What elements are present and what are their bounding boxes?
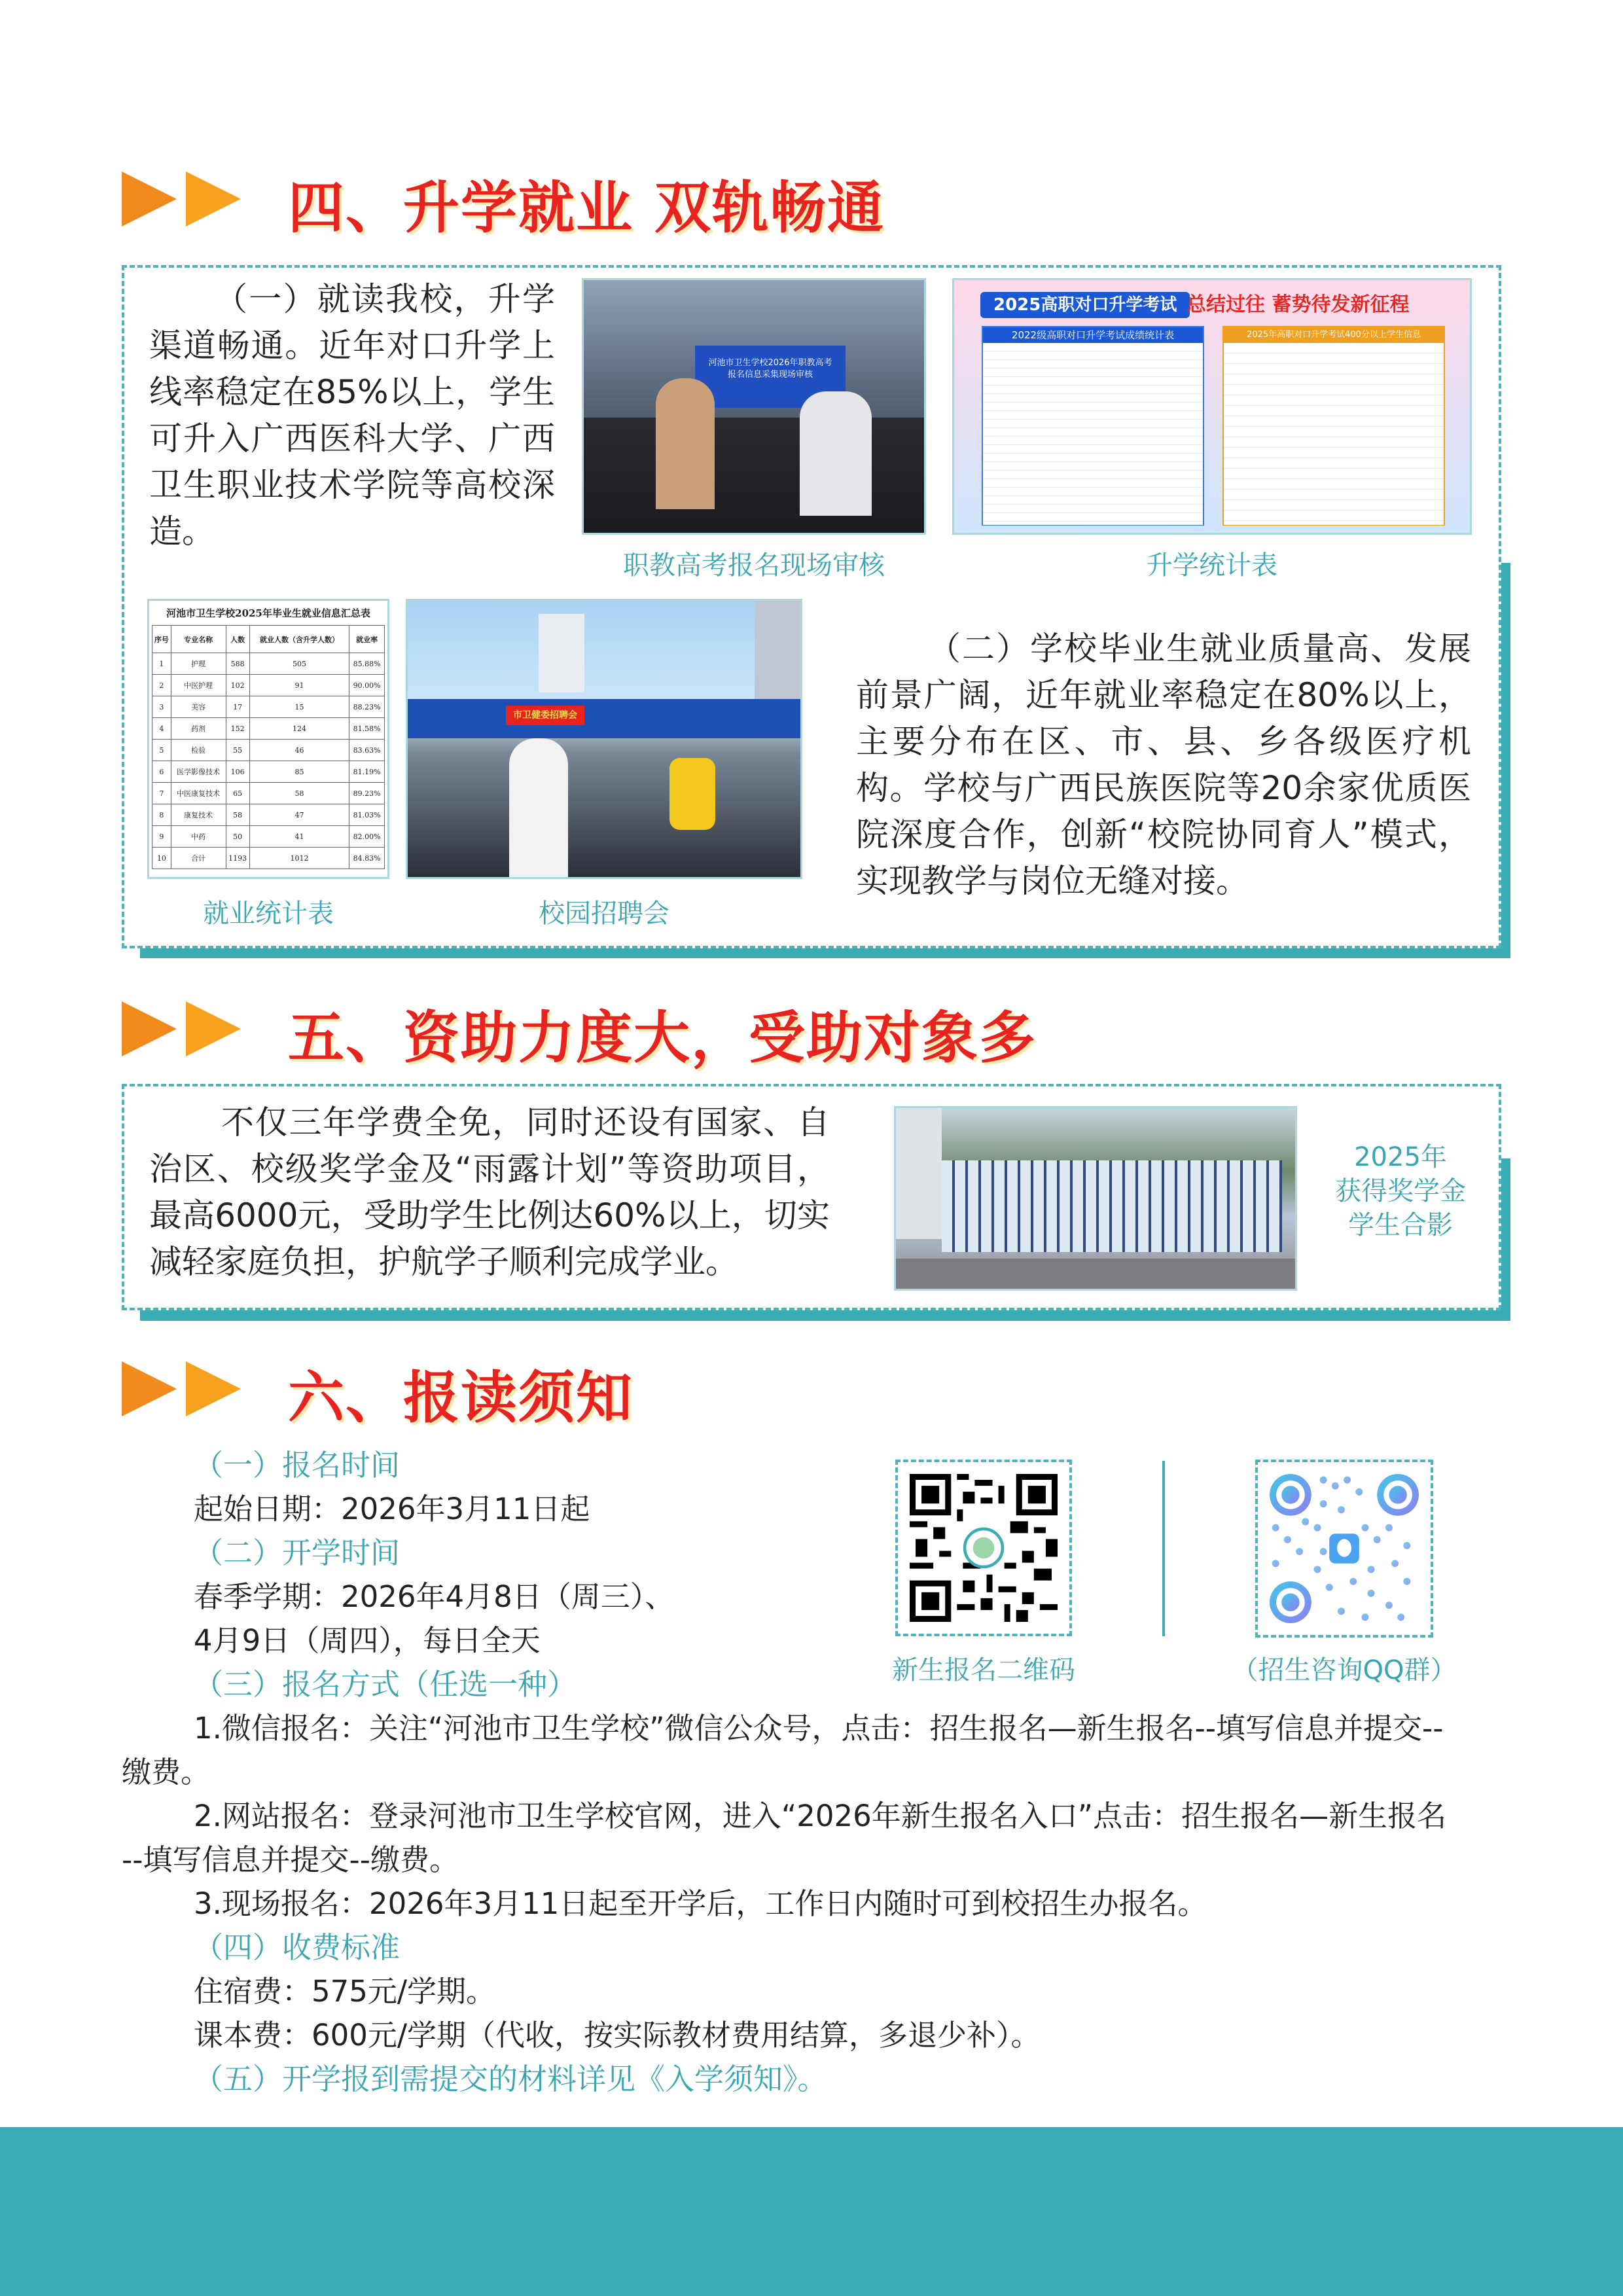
arrow-icon <box>122 1361 177 1416</box>
table-row <box>152 696 385 718</box>
materials-note: （五）开学报到需提交的材料详见《入学须知》。 <box>194 2062 827 2096</box>
table-cell: 4 <box>152 718 171 740</box>
poster-banner: 2025高职对口升学考试 <box>980 292 1190 318</box>
table-row <box>152 783 385 804</box>
fee-textbook: 课本费：600元/学期（代收，按实际教材费用结算，多退少补）。 <box>194 2018 1041 2053</box>
section5-title: 五、资助力度大，受助对象多 <box>288 1005 1037 1071</box>
table-cell: 5 <box>152 740 171 761</box>
section4-para2: （二）学校毕业生就业质量高、发展前景广阔，近年就业率稳定在80%以上，主要分布在区、市、县、乡各级医疗机构。学校与广西民族医院等20余家优质医院深度合作，创新“校院协同育人”模式，实现教学与岗位无缝对接。 <box>856 630 1471 900</box>
table-cell: 82.00% <box>349 826 385 848</box>
qq-group-qr-code[interactable] <box>1255 1460 1433 1638</box>
table-cell: 8 <box>152 804 171 826</box>
method-website-cont: --填写信息并提交--缴费。 <box>122 1842 459 1877</box>
table-row <box>152 761 385 783</box>
table-cell: 91 <box>249 675 349 696</box>
registration-time-heading: （一）报名时间 <box>194 1448 401 1482</box>
qq-group-qr-caption: （招生咨询QQ群） <box>1232 1655 1457 1685</box>
table-cell: 美容 <box>171 696 226 718</box>
table-row <box>152 718 385 740</box>
poster-left-table: 2022级高职对口升学考试成绩统计表 <box>982 326 1204 526</box>
table-cell: 81.03% <box>349 804 385 826</box>
scholarship-group-photo <box>894 1106 1297 1291</box>
table-cell: 1193 <box>226 848 249 869</box>
table-cell: 3 <box>152 696 171 718</box>
table-cell: 102 <box>226 675 249 696</box>
arrow-icon <box>186 1001 241 1056</box>
section4-para1: （一）就读我校，升学渠道畅通。近年对口升学上线率稳定在85%以上，学生可升入广西医科大学、广西卫生职业技术学院等高校深造。 <box>149 280 555 550</box>
section6-info-list <box>194 1443 674 1706</box>
table-row <box>152 826 385 848</box>
table-row <box>152 653 385 675</box>
table-cell: 152 <box>226 718 249 740</box>
registration-review-photo <box>582 278 926 535</box>
table-cell: 83.63% <box>349 740 385 761</box>
table-cell: 90.00% <box>349 675 385 696</box>
table-row <box>152 675 385 696</box>
footer-band <box>0 2127 1623 2296</box>
arrow-icon <box>186 1361 241 1416</box>
table-cell: 1 <box>152 653 171 675</box>
poster-slogan: 总结过往 蓄势待发新征程 <box>1186 293 1410 316</box>
job-fair-caption: 校园招聘会 <box>539 899 669 929</box>
table-cell: 106 <box>226 761 249 783</box>
registration-review-caption: 职教高考报名现场审核 <box>623 550 885 581</box>
fee-heading: （四）收费标准 <box>194 1930 401 1965</box>
table-cell: 58 <box>249 783 349 804</box>
table-cell: 15 <box>249 696 349 718</box>
arrow-icon <box>122 171 177 226</box>
table-cell: 医学影像技术 <box>171 761 226 783</box>
table-row <box>152 848 385 869</box>
table-cell: 55 <box>226 740 249 761</box>
table-cell: 124 <box>249 718 349 740</box>
table-cell: 17 <box>226 696 249 718</box>
table-cell: 10 <box>152 848 171 869</box>
table-cell: 41 <box>249 826 349 848</box>
section6-arrows <box>122 1361 241 1416</box>
table-cell: 88.23% <box>349 696 385 718</box>
screen-display: 河池市卫生学校2026年职教高考报名信息采集现场审核 <box>695 346 846 408</box>
table-cell: 85 <box>249 761 349 783</box>
scholarship-photo-caption: 2025年 获得奖学金 学生合影 <box>1335 1142 1466 1240</box>
table-cell: 588 <box>226 653 249 675</box>
job-fair-banner: 市卫健委招聘会 <box>506 706 584 725</box>
job-fair-photo <box>406 599 802 879</box>
table-cell: 46 <box>249 740 349 761</box>
table-cell: 6 <box>152 761 171 783</box>
table-cell: 7 <box>152 783 171 804</box>
table-cell: 药剂 <box>171 718 226 740</box>
qq-qr-icon <box>1270 1474 1419 1623</box>
method-wechat: 1.微信报名：关注“河池市卫生学校”微信公众号，点击：招生报名—新生报名--填写信息并提交-- <box>194 1711 1444 1746</box>
table-cell: 中医康复技术 <box>171 783 226 804</box>
table-cell: 89.23% <box>349 783 385 804</box>
table-cell: 65 <box>226 783 249 804</box>
admission-stats-poster <box>952 278 1472 535</box>
admission-stats-caption: 升学统计表 <box>1147 550 1277 581</box>
arrow-icon <box>122 1001 177 1056</box>
table-cell: 中医护理 <box>171 675 226 696</box>
table-row <box>152 740 385 761</box>
table-cell: 康复技术 <box>171 804 226 826</box>
table-cell: 检验 <box>171 740 226 761</box>
table-cell: 47 <box>249 804 349 826</box>
section6-title: 六、报读须知 <box>288 1365 633 1431</box>
school-start-heading: （二）开学时间 <box>194 1535 401 1570</box>
table-cell: 81.19% <box>349 761 385 783</box>
employment-stats-caption: 就业统计表 <box>203 899 334 929</box>
section4-title: 四、升学就业 双轨畅通 <box>288 175 885 241</box>
method-website: 2.网站报名：登录河池市卫生学校官网，进入“2026年新生报名入口”点击：招生报名—新生报名 <box>194 1799 1447 1833</box>
employment-stats-table: 河池市卫生学校2025年毕业生就业信息汇总表 序号 专业名称 人数 就业人数（含升学人数） 就业率 1 护理 588 505 85.88% 2 中医护理 102 91 90.00% 3 美容 17 15 88.23% 4 药剂 152 124 81.58% 5 检验 55 46 83.63% 6 医学影像技术 106 85 81.19% 7 中医康复技术 65 58 89.23% 8 康复技术 58 47 81.03% 9 中药 50 41 82.00% 10 合计 1193 1012 84.83% <box>147 599 389 879</box>
table-cell: 58 <box>226 804 249 826</box>
table-cell: 85.88% <box>349 653 385 675</box>
employment-table-title: 河池市卫生学校2025年毕业生就业信息汇总表 <box>166 607 370 619</box>
table-cell: 2 <box>152 675 171 696</box>
spring-term-text-2: 4月9日（周四），每日全天 <box>194 1623 541 1658</box>
start-date-text: 起始日期：2026年3月11日起 <box>194 1492 590 1526</box>
registration-qr-caption: 新生报名二维码 <box>892 1655 1075 1685</box>
table-cell: 50 <box>226 826 249 848</box>
method-wechat-cont: 缴费。 <box>122 1755 211 1789</box>
table-row <box>152 804 385 826</box>
spring-term-text: 春季学期：2026年4月8日（周三）、 <box>194 1579 675 1614</box>
section4-arrows <box>122 171 241 226</box>
arrow-icon <box>186 171 241 226</box>
section5-arrows <box>122 1001 241 1056</box>
table-cell: 中药 <box>171 826 226 848</box>
table-cell: 84.83% <box>349 848 385 869</box>
table-cell: 护理 <box>171 653 226 675</box>
table-cell: 合计 <box>171 848 226 869</box>
registration-qr-code[interactable] <box>895 1460 1072 1636</box>
registration-method-heading: （三）报名方式（任选一种） <box>194 1667 577 1702</box>
poster-right-table: 2025年高职对口升学考试400分以上学生信息 <box>1222 326 1445 526</box>
table-cell: 81.58% <box>349 718 385 740</box>
table-cell: 505 <box>249 653 349 675</box>
table-cell: 1012 <box>249 848 349 869</box>
qr-code-icon <box>910 1474 1058 1622</box>
qr-divider <box>1162 1461 1165 1636</box>
section5-para: 不仅三年学费全免，同时还设有国家、自治区、校级奖学金及“雨露计划”等资助项目，最高6000元，受助学生比例达60%以上，切实减轻家庭负担，护航学子顺利完成学业。 <box>149 1103 830 1281</box>
fee-dorm: 住宿费：575元/学期。 <box>194 1974 496 2009</box>
table-cell: 9 <box>152 826 171 848</box>
method-onsite: 3.现场报名：2026年3月11日起至开学后，工作日内随时可到校招生办报名。 <box>194 1886 1207 1921</box>
